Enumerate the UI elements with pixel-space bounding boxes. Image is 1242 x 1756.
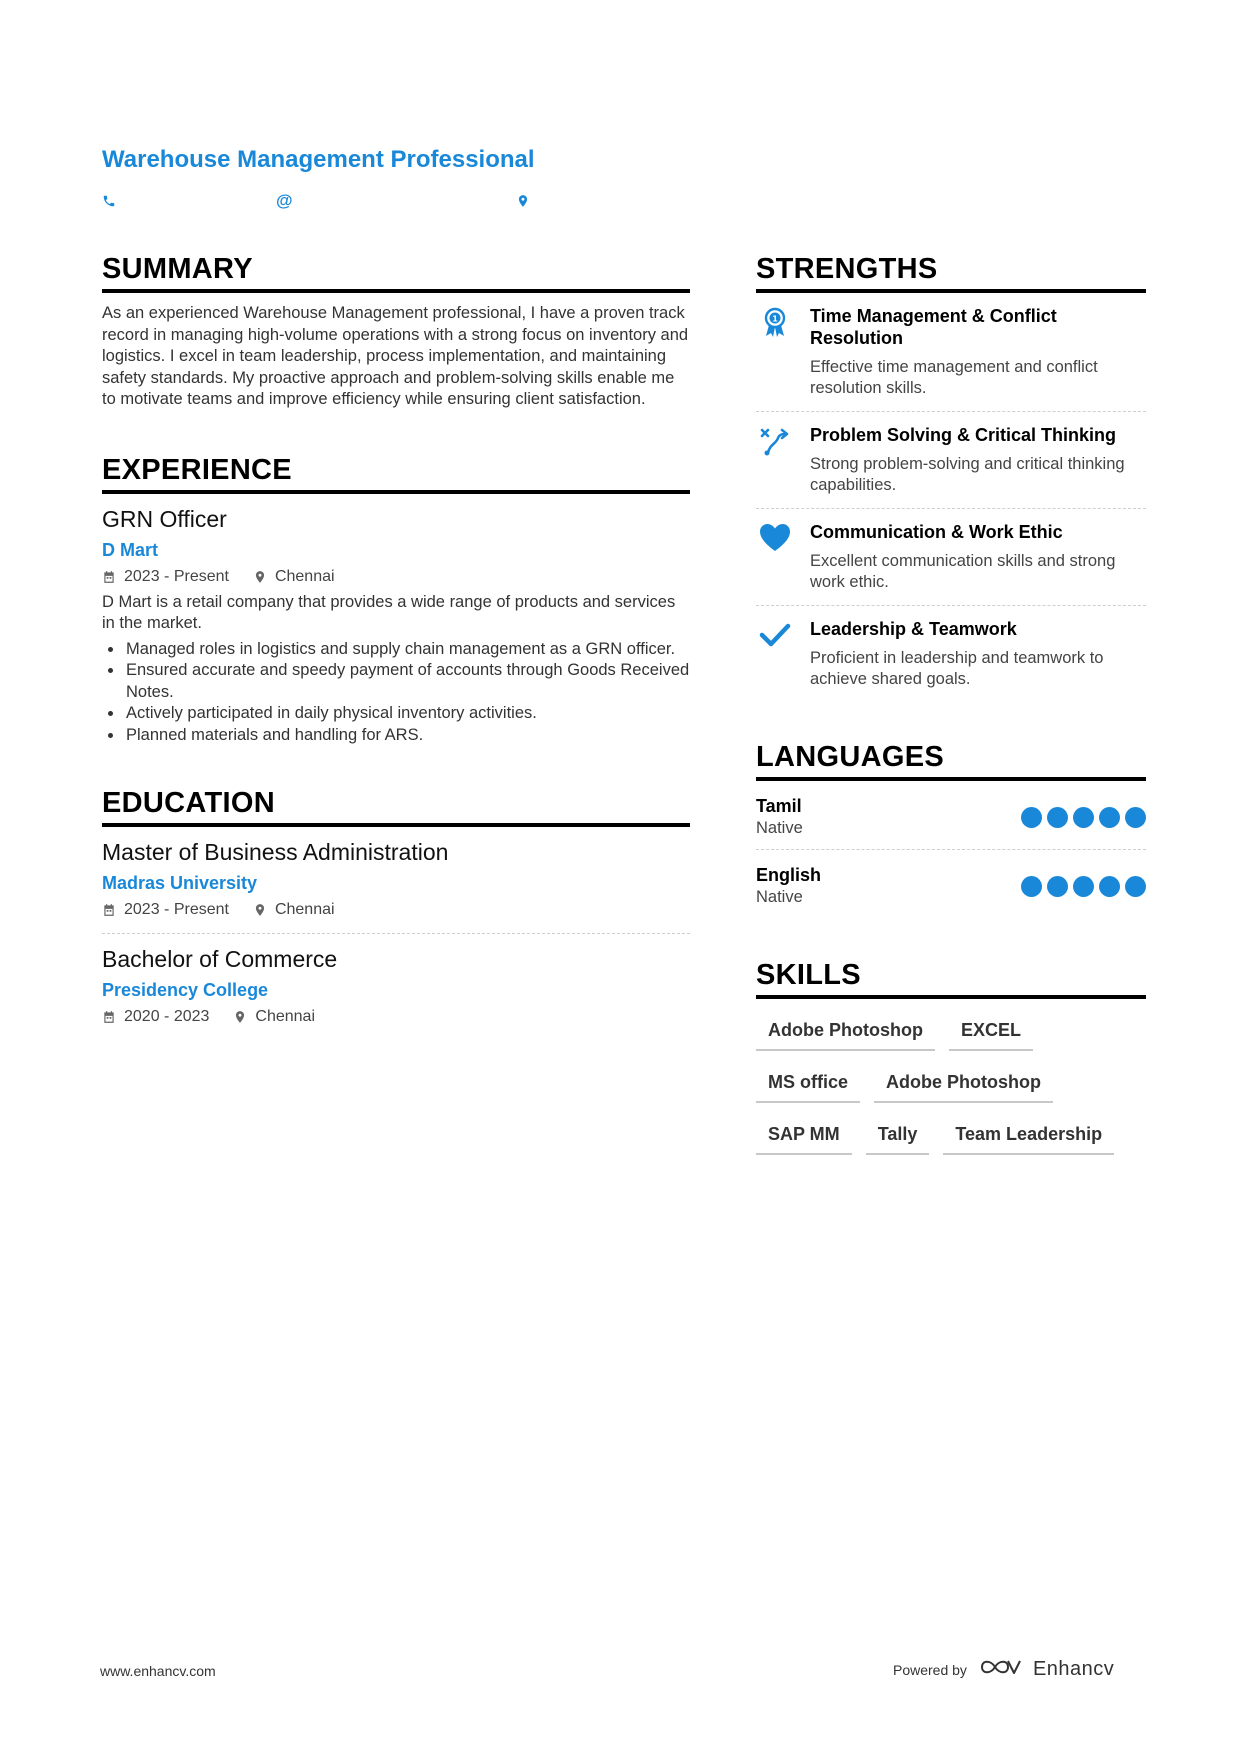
rating-dot [1073, 876, 1094, 897]
company-description: D Mart is a retail company that provides a wide range of products and services in the market. [102, 592, 676, 632]
strength-title: Leadership & Teamwork [810, 619, 1017, 639]
skill-tag: Tally [866, 1115, 930, 1155]
location-pin-icon [516, 194, 530, 208]
rating-dot [1047, 807, 1068, 828]
skills-section [756, 958, 1146, 1167]
education-location-text: Chennai [274, 901, 335, 918]
language-level: Native [756, 888, 803, 906]
resume-headline: Warehouse Management Professional [102, 146, 535, 173]
summary-title: SUMMARY [102, 252, 690, 293]
education-entry [102, 944, 690, 1038]
strength-item [756, 412, 1146, 509]
company-name: D Mart [102, 539, 159, 560]
job-bullet: • Managed roles in logistics and supply chain management as a GRN officer. [124, 639, 690, 661]
language-level: Native [756, 819, 803, 837]
phone-icon [102, 194, 116, 208]
job-bullet: • Actively participated in daily physical inventory activities. [124, 703, 690, 725]
strength-description: Excellent communication skills and strong work ethic. [810, 552, 1116, 591]
skill-tag: MS office [756, 1063, 860, 1103]
rating-dot [1099, 807, 1120, 828]
language-rating [1021, 876, 1146, 897]
experience-entry [102, 504, 690, 747]
strength-title: Problem Solving & Critical Thinking [810, 425, 1117, 445]
strengths-section [756, 252, 1146, 702]
job-location [253, 566, 335, 588]
education-meta [102, 1006, 690, 1028]
education-location [233, 1006, 315, 1028]
school-name: Madras University [102, 873, 258, 893]
experience-title: EXPERIENCE [102, 453, 690, 494]
education-location-text: Chennai [255, 1008, 316, 1025]
education-dates-text: 2020 - 2023 [124, 1008, 210, 1025]
strength-title: Time Management & Conflict Resolution [810, 306, 1057, 348]
strength-description: Effective time management and conflict resolution skills. [810, 358, 1098, 397]
calendar-icon [102, 1010, 116, 1024]
summary-section [102, 252, 690, 411]
rating-dot [1099, 876, 1120, 897]
language-name: Tamil [756, 796, 802, 816]
skill-tag: EXCEL [949, 1011, 1033, 1051]
job-location-text: Chennai [274, 567, 335, 585]
powered-by-text: Powered by [893, 1661, 967, 1678]
check-icon [758, 618, 792, 652]
skills-title: SKILLS [756, 958, 1146, 999]
school-name: Presidency College [102, 980, 269, 1000]
location-pin-icon [233, 1010, 247, 1024]
education-dates [102, 899, 229, 921]
rating-dot [1125, 876, 1146, 897]
strength-item [756, 293, 1146, 412]
contact-phone [102, 194, 116, 208]
heart-icon [758, 521, 792, 555]
calendar-icon [102, 570, 116, 584]
degree-title: Master of Business Administration [102, 839, 449, 865]
enhancv-logo-icon [979, 1656, 1021, 1683]
language-name: English [756, 865, 822, 885]
calendar-icon [102, 903, 116, 917]
rating-dot [1047, 876, 1068, 897]
job-meta [102, 566, 690, 588]
education-dates [102, 1006, 209, 1028]
skill-tag: Adobe Photoshop [874, 1063, 1053, 1103]
languages-section [756, 740, 1146, 918]
summary-text: As an experienced Warehouse Management professional, I have a proven track record in managing high-volume operations with a strong focus on inventory and logistics. I excel in team leadership, process implementation, and maintaining safety standards. My proactive approach and problem-solving skills enable me to motivate teams and improve efficiency while ensuring client satisfaction. [102, 304, 689, 408]
contact-location [516, 194, 530, 208]
contact-row [102, 191, 702, 216]
strategy-path-icon [758, 424, 792, 458]
education-entry [102, 837, 690, 934]
job-dates-text: 2023 - Present [124, 567, 229, 585]
brand-name: Enhancv [1032, 1658, 1115, 1680]
skills-list [756, 1011, 1146, 1167]
language-item [756, 781, 1146, 850]
svg-text:1: 1 [772, 314, 778, 324]
right-column [756, 252, 1146, 1167]
location-pin-icon [253, 570, 267, 584]
skill-tag: Team Leadership [943, 1115, 1114, 1155]
location-pin-icon [253, 903, 267, 917]
award-icon [758, 305, 792, 339]
strength-item [756, 606, 1146, 702]
skill-tag: Adobe Photoshop [756, 1011, 935, 1051]
job-bullet: • Ensured accurate and speedy payment of accounts through Goods Received Notes. [124, 660, 690, 703]
footer-website[interactable]: www.enhancv.com [100, 1663, 216, 1679]
rating-dot [1021, 807, 1042, 828]
strength-description: Proficient in leadership and teamwork to achieve shared goals. [810, 649, 1104, 688]
contact-email [276, 191, 293, 210]
skill-tag: SAP MM [756, 1115, 852, 1155]
rating-dot [1073, 807, 1094, 828]
experience-section [102, 453, 690, 747]
job-dates [102, 566, 229, 588]
education-section [102, 786, 690, 1038]
rating-dot [1125, 807, 1146, 828]
footer-branding [893, 1656, 1114, 1683]
education-meta [102, 899, 690, 921]
rating-dot [1021, 876, 1042, 897]
job-bullet: • Planned materials and handling for ARS. [124, 725, 690, 747]
education-title: EDUCATION [102, 786, 690, 827]
strength-description: Strong problem-solving and critical thinking capabilities. [810, 455, 1125, 494]
language-rating [1021, 807, 1146, 828]
job-title: GRN Officer [102, 505, 227, 532]
education-dates-text: 2023 - Present [124, 901, 229, 918]
strengths-title: STRENGTHS [756, 252, 1146, 293]
degree-title: Bachelor of Commerce [102, 946, 338, 972]
strength-title: Communication & Work Ethic [810, 522, 1063, 542]
languages-title: LANGUAGES [756, 740, 1146, 781]
at-icon: @ [276, 191, 293, 210]
left-column [102, 252, 690, 1038]
job-bullets [102, 639, 690, 747]
language-item [756, 850, 1146, 918]
strength-item [756, 509, 1146, 606]
education-location [253, 899, 335, 921]
